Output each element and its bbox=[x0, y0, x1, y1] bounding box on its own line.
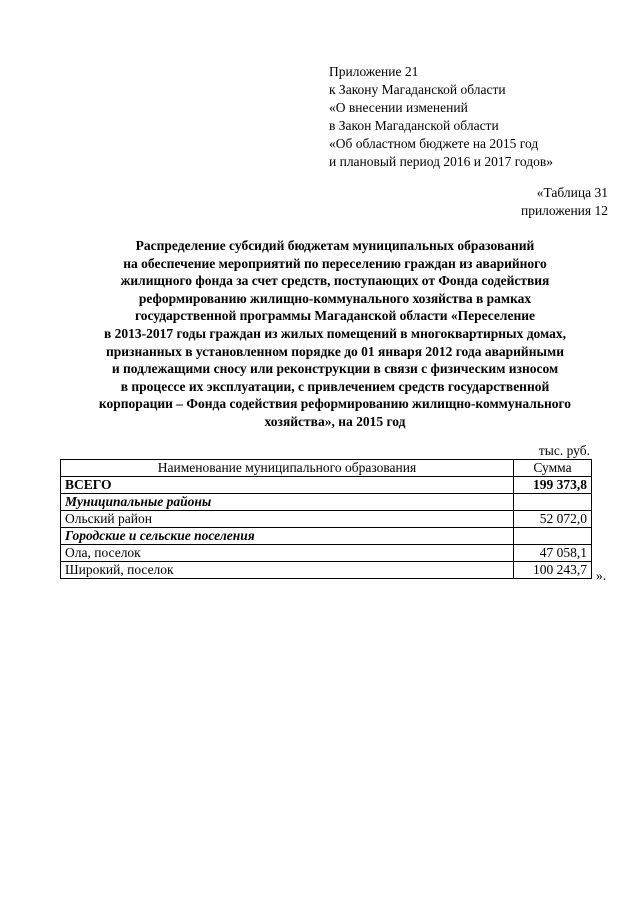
municipality-sum: 52 072,0 bbox=[514, 511, 592, 528]
empty-cell bbox=[514, 528, 592, 545]
title-line: хозяйства», на 2015 год bbox=[264, 413, 406, 429]
appendix-line: «Об областном бюджете на 2015 год bbox=[329, 136, 539, 151]
title-line: на обеспечение мероприятий по переселению граждан из аварийного bbox=[123, 255, 547, 271]
total-sum: 199 373,8 bbox=[514, 477, 592, 494]
title-line: корпорации – Фонда содействия реформированию жилищно-коммунального bbox=[98, 396, 572, 412]
table-reference-line: «Таблица 31 bbox=[536, 185, 608, 200]
units-label: тыс. руб. bbox=[538, 443, 590, 458]
table-header-row bbox=[61, 460, 592, 477]
title-line: государственной программы Магаданской области «Переселение bbox=[134, 308, 536, 324]
table-row-section bbox=[61, 494, 592, 511]
section-label: Городские и сельские поселения bbox=[61, 528, 514, 545]
table-reference bbox=[521, 184, 608, 220]
table-row bbox=[61, 545, 592, 562]
appendix-line: и плановый период 2016 и 2017 годов» bbox=[329, 154, 554, 169]
title-line: жилищного фонда за счет средств, поступающих от Фонда содействия bbox=[120, 273, 550, 289]
table-row-total bbox=[61, 477, 592, 494]
column-header-sum: Сумма bbox=[514, 460, 592, 477]
appendix-header bbox=[329, 63, 553, 171]
column-header-name: Наименование муниципального образования bbox=[61, 460, 514, 477]
section-label: Муниципальные районы bbox=[61, 494, 514, 511]
empty-cell bbox=[514, 494, 592, 511]
title-line: в 2013-2017 годы граждан из жилых помещений в многоквартирных домах, bbox=[103, 325, 567, 341]
title-line: Распределение субсидий бюджетам муниципальных образований bbox=[135, 238, 535, 253]
municipality-name: Ола, поселок bbox=[61, 545, 514, 562]
title-line: в процессе их эксплуатации, с привлечением средств государственной bbox=[120, 378, 550, 394]
appendix-line: к Закону Магаданской области bbox=[329, 82, 506, 97]
table-row bbox=[61, 562, 592, 579]
municipality-sum: 47 058,1 bbox=[514, 545, 592, 562]
municipality-name: Широкий, поселок bbox=[61, 562, 514, 579]
appendix-line: Приложение 21 bbox=[329, 64, 419, 79]
closing-quote: ». bbox=[596, 568, 607, 583]
title-line: реформированию жилищно-коммунального хозяйства в рамках bbox=[138, 290, 532, 306]
total-label: ВСЕГО bbox=[61, 477, 514, 494]
table-row-section bbox=[61, 528, 592, 545]
table-reference-line: приложения 12 bbox=[520, 203, 608, 218]
title-line: и подлежащими сносу или реконструкции в связи с физическим износом bbox=[111, 361, 559, 377]
appendix-line: «О внесении изменений bbox=[329, 100, 468, 115]
municipality-name: Ольский район bbox=[61, 511, 514, 528]
appendix-line: в Закон Магаданской области bbox=[329, 118, 499, 133]
document-title bbox=[50, 237, 620, 431]
title-line: признанных в установленном порядке до 01 января 2012 года аварийными bbox=[105, 343, 565, 359]
subsidy-table bbox=[60, 459, 592, 579]
table-row bbox=[61, 511, 592, 528]
municipality-sum: 100 243,7 bbox=[514, 562, 592, 579]
